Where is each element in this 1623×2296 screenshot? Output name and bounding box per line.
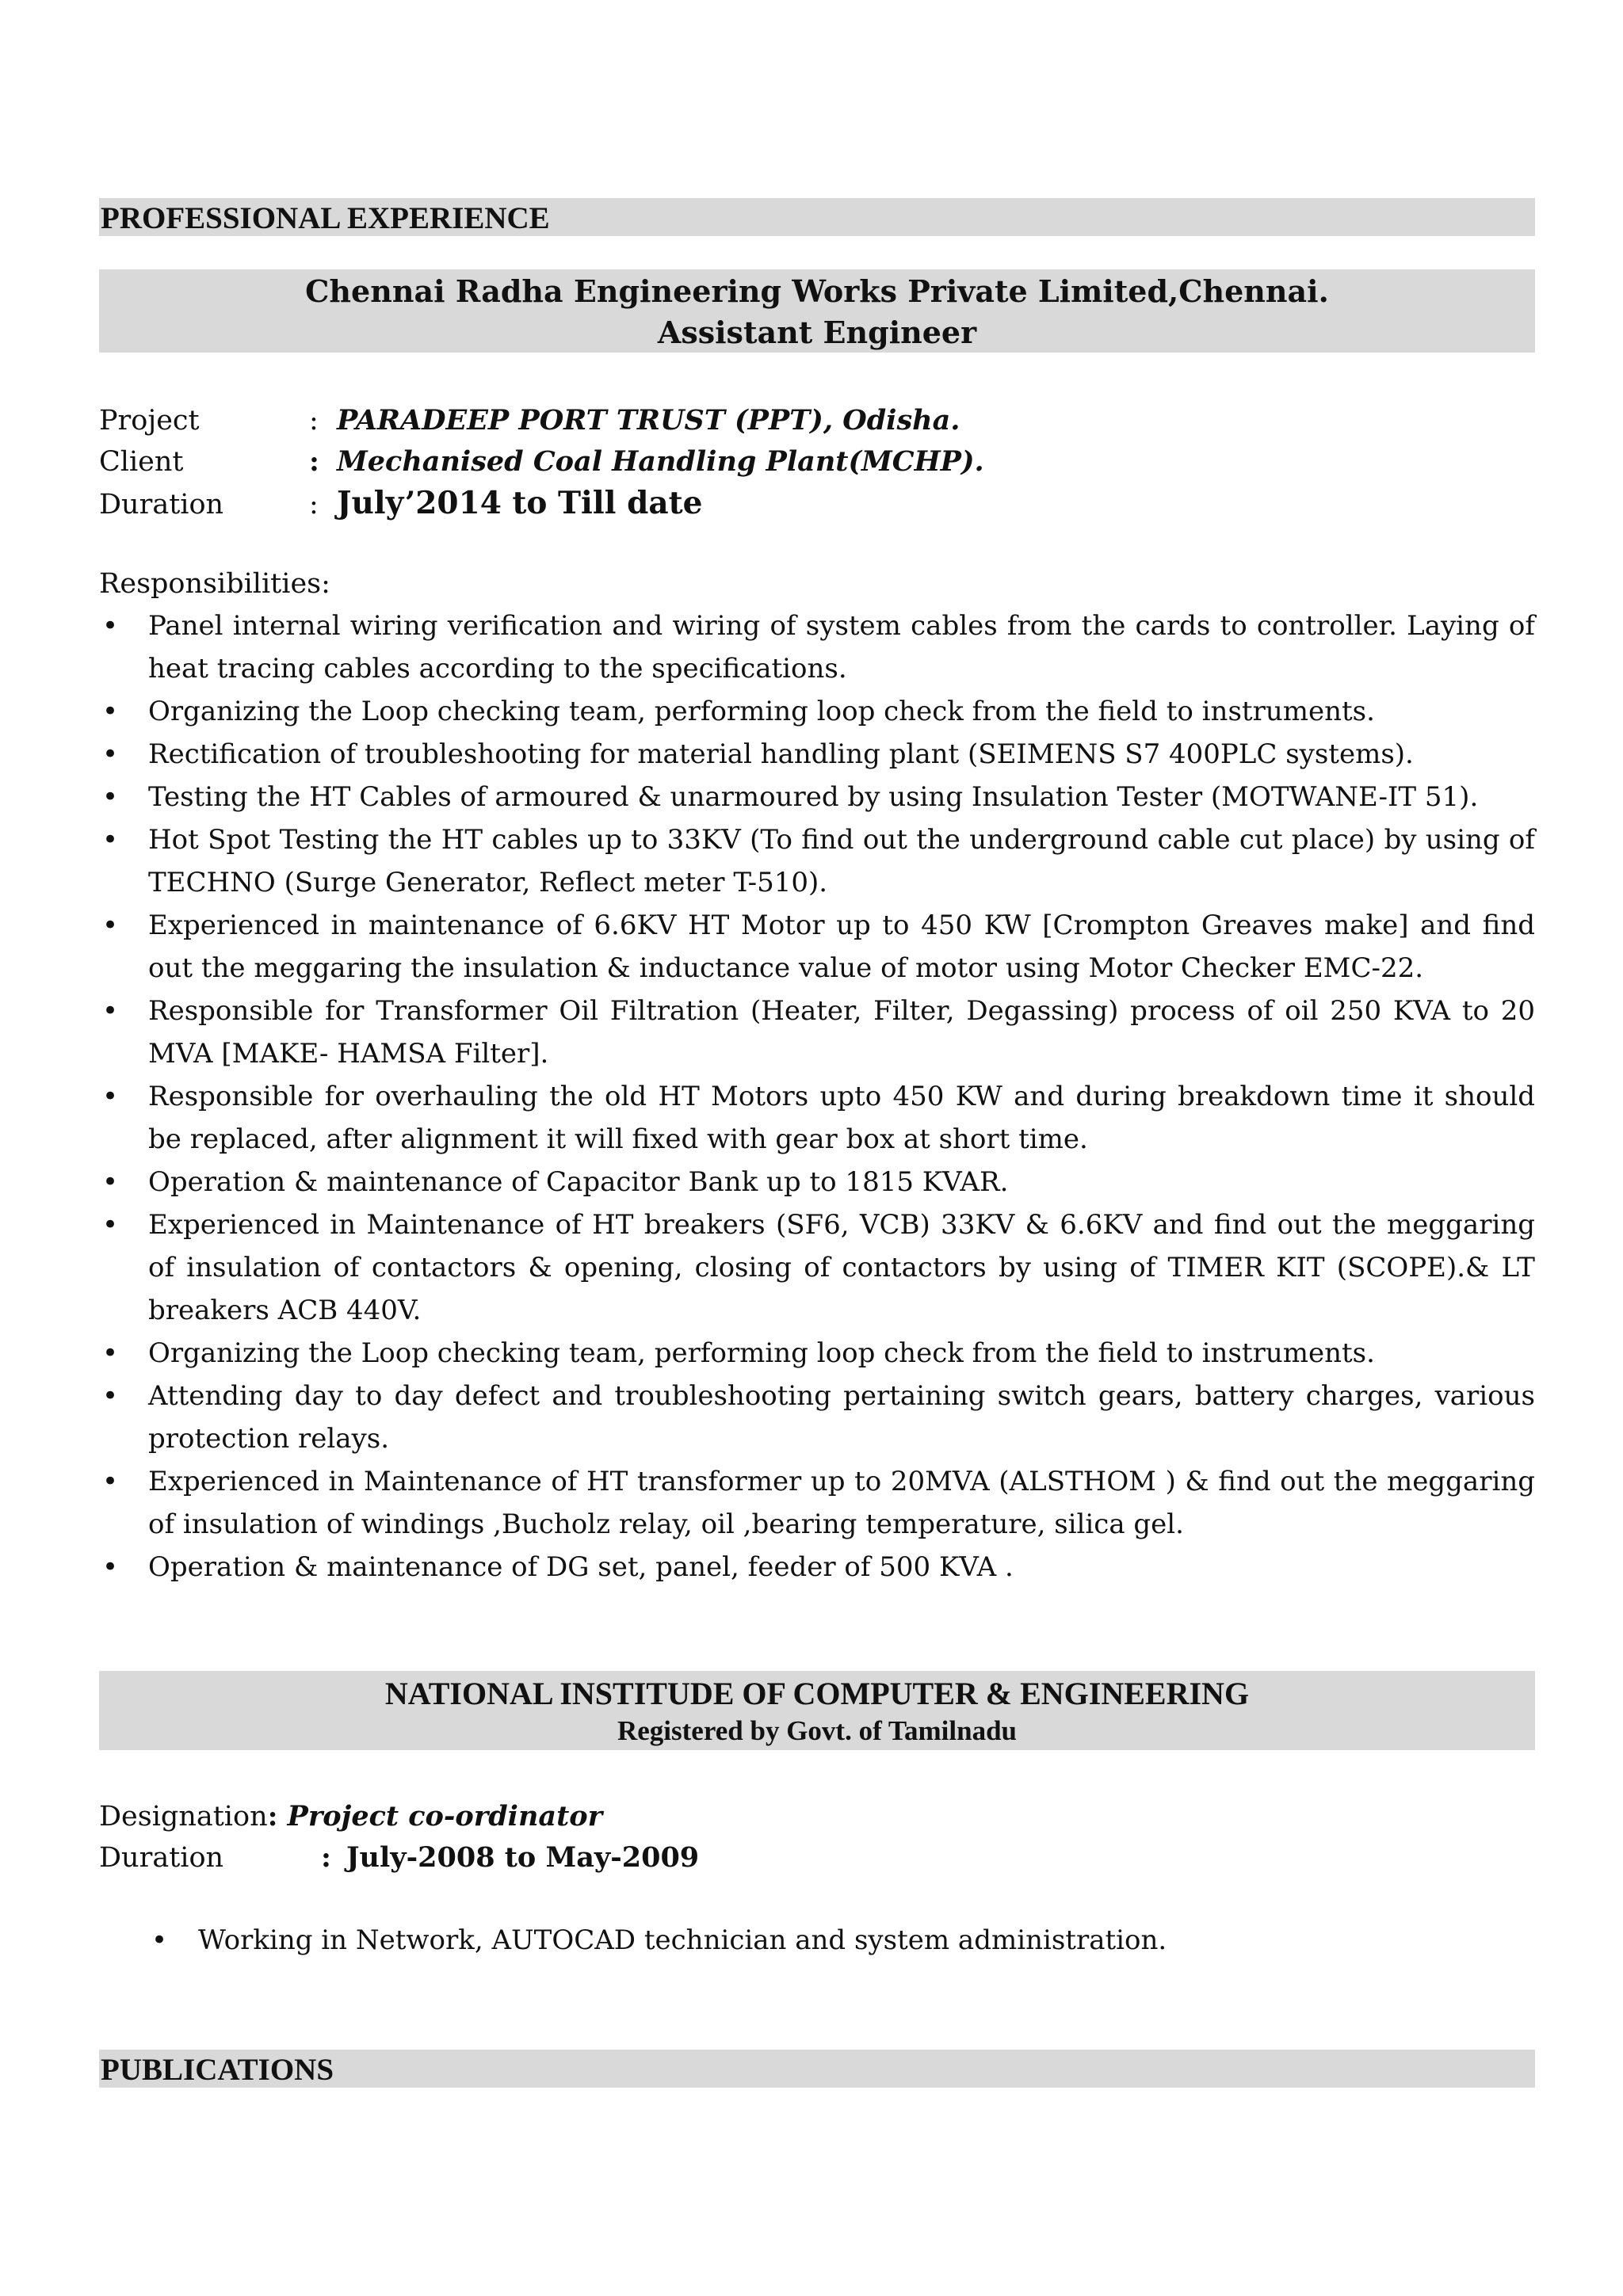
list-item xyxy=(99,690,1535,733)
detail-label: Client xyxy=(99,446,184,478)
institute-name: NATIONAL INSTITUDE OF COMPUTER & ENGINEERING xyxy=(384,1676,1250,1711)
list-item-text: Working in Network, AUTOCAD technician and system administration. xyxy=(198,1924,1167,1956)
detail-colon: : xyxy=(309,405,319,437)
detail-colon: : xyxy=(309,489,319,521)
list-item xyxy=(99,990,1535,1075)
bullet-icon: • xyxy=(102,610,119,642)
list-item xyxy=(99,605,1535,690)
list-item-text: Operation & maintenance of DG set, panel, feeder of 500 KVA . xyxy=(148,1551,1014,1583)
list-item xyxy=(99,1920,1535,1961)
responsibilities-title: Responsibilities: xyxy=(99,568,330,600)
bullet-icon: • xyxy=(102,995,119,1027)
company-header xyxy=(99,269,1535,353)
bullet-icon: • xyxy=(102,1551,119,1583)
list-item-text: Operation & maintenance of Capacitor Bank up to 1815 KVAR. xyxy=(148,1166,1009,1198)
list-item xyxy=(99,1332,1535,1375)
list-item-text: Experienced in Maintenance of HT transformer up to 20MVA (ALSTHOM ) & find out the meggaring of insulation of windings ,Bucholz relay, oil ,bearing temperature, silica gel. xyxy=(148,1466,1535,1540)
list-item xyxy=(99,904,1535,990)
duration-row xyxy=(99,1837,1535,1878)
list-item-text: Organizing the Loop checking team, performing loop check from the field to instruments. xyxy=(148,1337,1375,1369)
list-item xyxy=(99,1460,1535,1546)
section-heading-professional-experience xyxy=(99,198,1535,236)
duration-label: Duration xyxy=(99,1842,224,1874)
institute-header xyxy=(99,1671,1535,1750)
job-title: Assistant Engineer xyxy=(657,315,977,350)
list-item xyxy=(99,1161,1535,1203)
section-heading-text: PUBLICATIONS xyxy=(101,2053,334,2087)
list-item-text: Attending day to day defect and troubleshooting pertaining switch gears, battery charges, various protection relays. xyxy=(148,1380,1535,1455)
bullet-icon: • xyxy=(102,696,119,727)
institute-duties xyxy=(99,1920,1535,1961)
list-item-text: Panel internal wiring verification and wiring of system cables from the cards to controller. Laying of heat tracing cables according to the specifications. xyxy=(148,610,1535,685)
designation-value: Project co-ordinator xyxy=(287,1800,603,1833)
list-item-text: Responsible for Transformer Oil Filtration (Heater, Filter, Degassing) process of oil 250 KVA to 20 MVA [MAKE- HAMSA Filter]. xyxy=(148,995,1535,1070)
list-item xyxy=(99,1546,1535,1589)
duration-value: July-2008 to May-2009 xyxy=(346,1841,700,1874)
list-item-text: Experienced in maintenance of 6.6KV HT Motor up to 450 KW [Crompton Greaves make] and find out the meggaring the insulation & inductance value of motor using Motor Checker EMC-22. xyxy=(148,910,1535,984)
list-item-text: Responsible for overhauling the old HT Motors upto 450 KW and during breakdown time it should be replaced, after alignment it will fixed with gear box at short time. xyxy=(148,1081,1535,1155)
section-heading-text: PROFESSIONAL EXPERIENCE xyxy=(101,201,550,235)
detail-row-duration xyxy=(99,482,1535,525)
project-details xyxy=(99,400,1535,525)
bullet-icon: • xyxy=(102,1166,119,1198)
list-item xyxy=(99,776,1535,818)
list-item-text: Experienced in Maintenance of HT breakers (SF6, VCB) 33KV & 6.6KV and find out the meggaring of insulation of contactors & opening, closing of contactors by using of TIMER KIT (SCOPE).& LT breakers ACB 440V. xyxy=(148,1209,1535,1326)
list-item xyxy=(99,1075,1535,1161)
detail-value: July’2014 to Till date xyxy=(337,485,703,521)
list-item-text: Rectification of troubleshooting for material handling plant (SEIMENS S7 400PLC systems). xyxy=(148,738,1414,770)
bullet-icon: • xyxy=(102,1209,119,1241)
duration-colon: : xyxy=(321,1841,331,1874)
bullet-icon: • xyxy=(102,910,119,941)
list-item xyxy=(99,1203,1535,1332)
designation-label: Designation xyxy=(99,1801,268,1833)
section-heading-publications xyxy=(99,2050,1535,2088)
detail-row-client xyxy=(99,441,1535,482)
designation-row xyxy=(99,1796,1535,1837)
responsibilities-list xyxy=(99,605,1535,1589)
bullet-icon: • xyxy=(102,1081,119,1112)
list-item-text: Hot Spot Testing the HT cables up to 33KV (To find out the underground cable cut place) by using of TECHNO (Surge Generator, Reflect meter T-510). xyxy=(148,824,1535,898)
detail-colon: : xyxy=(309,445,319,478)
designation-colon: : xyxy=(267,1800,278,1833)
bullet-icon: • xyxy=(102,738,119,770)
list-item-text: Organizing the Loop checking team, performing loop check from the field to instruments. xyxy=(148,696,1375,727)
detail-row-project xyxy=(99,400,1535,441)
bullet-icon: • xyxy=(102,824,119,856)
detail-value: Mechanised Coal Handling Plant(MCHP). xyxy=(337,445,984,478)
bullet-icon: • xyxy=(102,1337,119,1369)
list-item xyxy=(99,1375,1535,1460)
list-item-text: Testing the HT Cables of armoured & unarmoured by using Insulation Tester (MOTWANE-IT 51). xyxy=(148,781,1479,813)
institute-details xyxy=(99,1796,1535,1878)
detail-label: Project xyxy=(99,405,200,437)
detail-value: PARADEEP PORT TRUST (PPT), Odisha. xyxy=(337,404,960,437)
bullet-icon: • xyxy=(102,1380,119,1412)
bullet-icon: • xyxy=(102,781,119,813)
detail-label: Duration xyxy=(99,489,224,521)
bullet-icon: • xyxy=(102,1466,119,1497)
institute-subtitle: Registered by Govt. of Tamilnadu xyxy=(617,1715,1017,1746)
list-item xyxy=(99,733,1535,776)
list-item xyxy=(99,818,1535,904)
resume-page xyxy=(99,198,1535,2088)
company-name: Chennai Radha Engineering Works Private Limited,Chennai. xyxy=(305,273,1329,309)
bullet-icon: • xyxy=(151,1924,168,1956)
